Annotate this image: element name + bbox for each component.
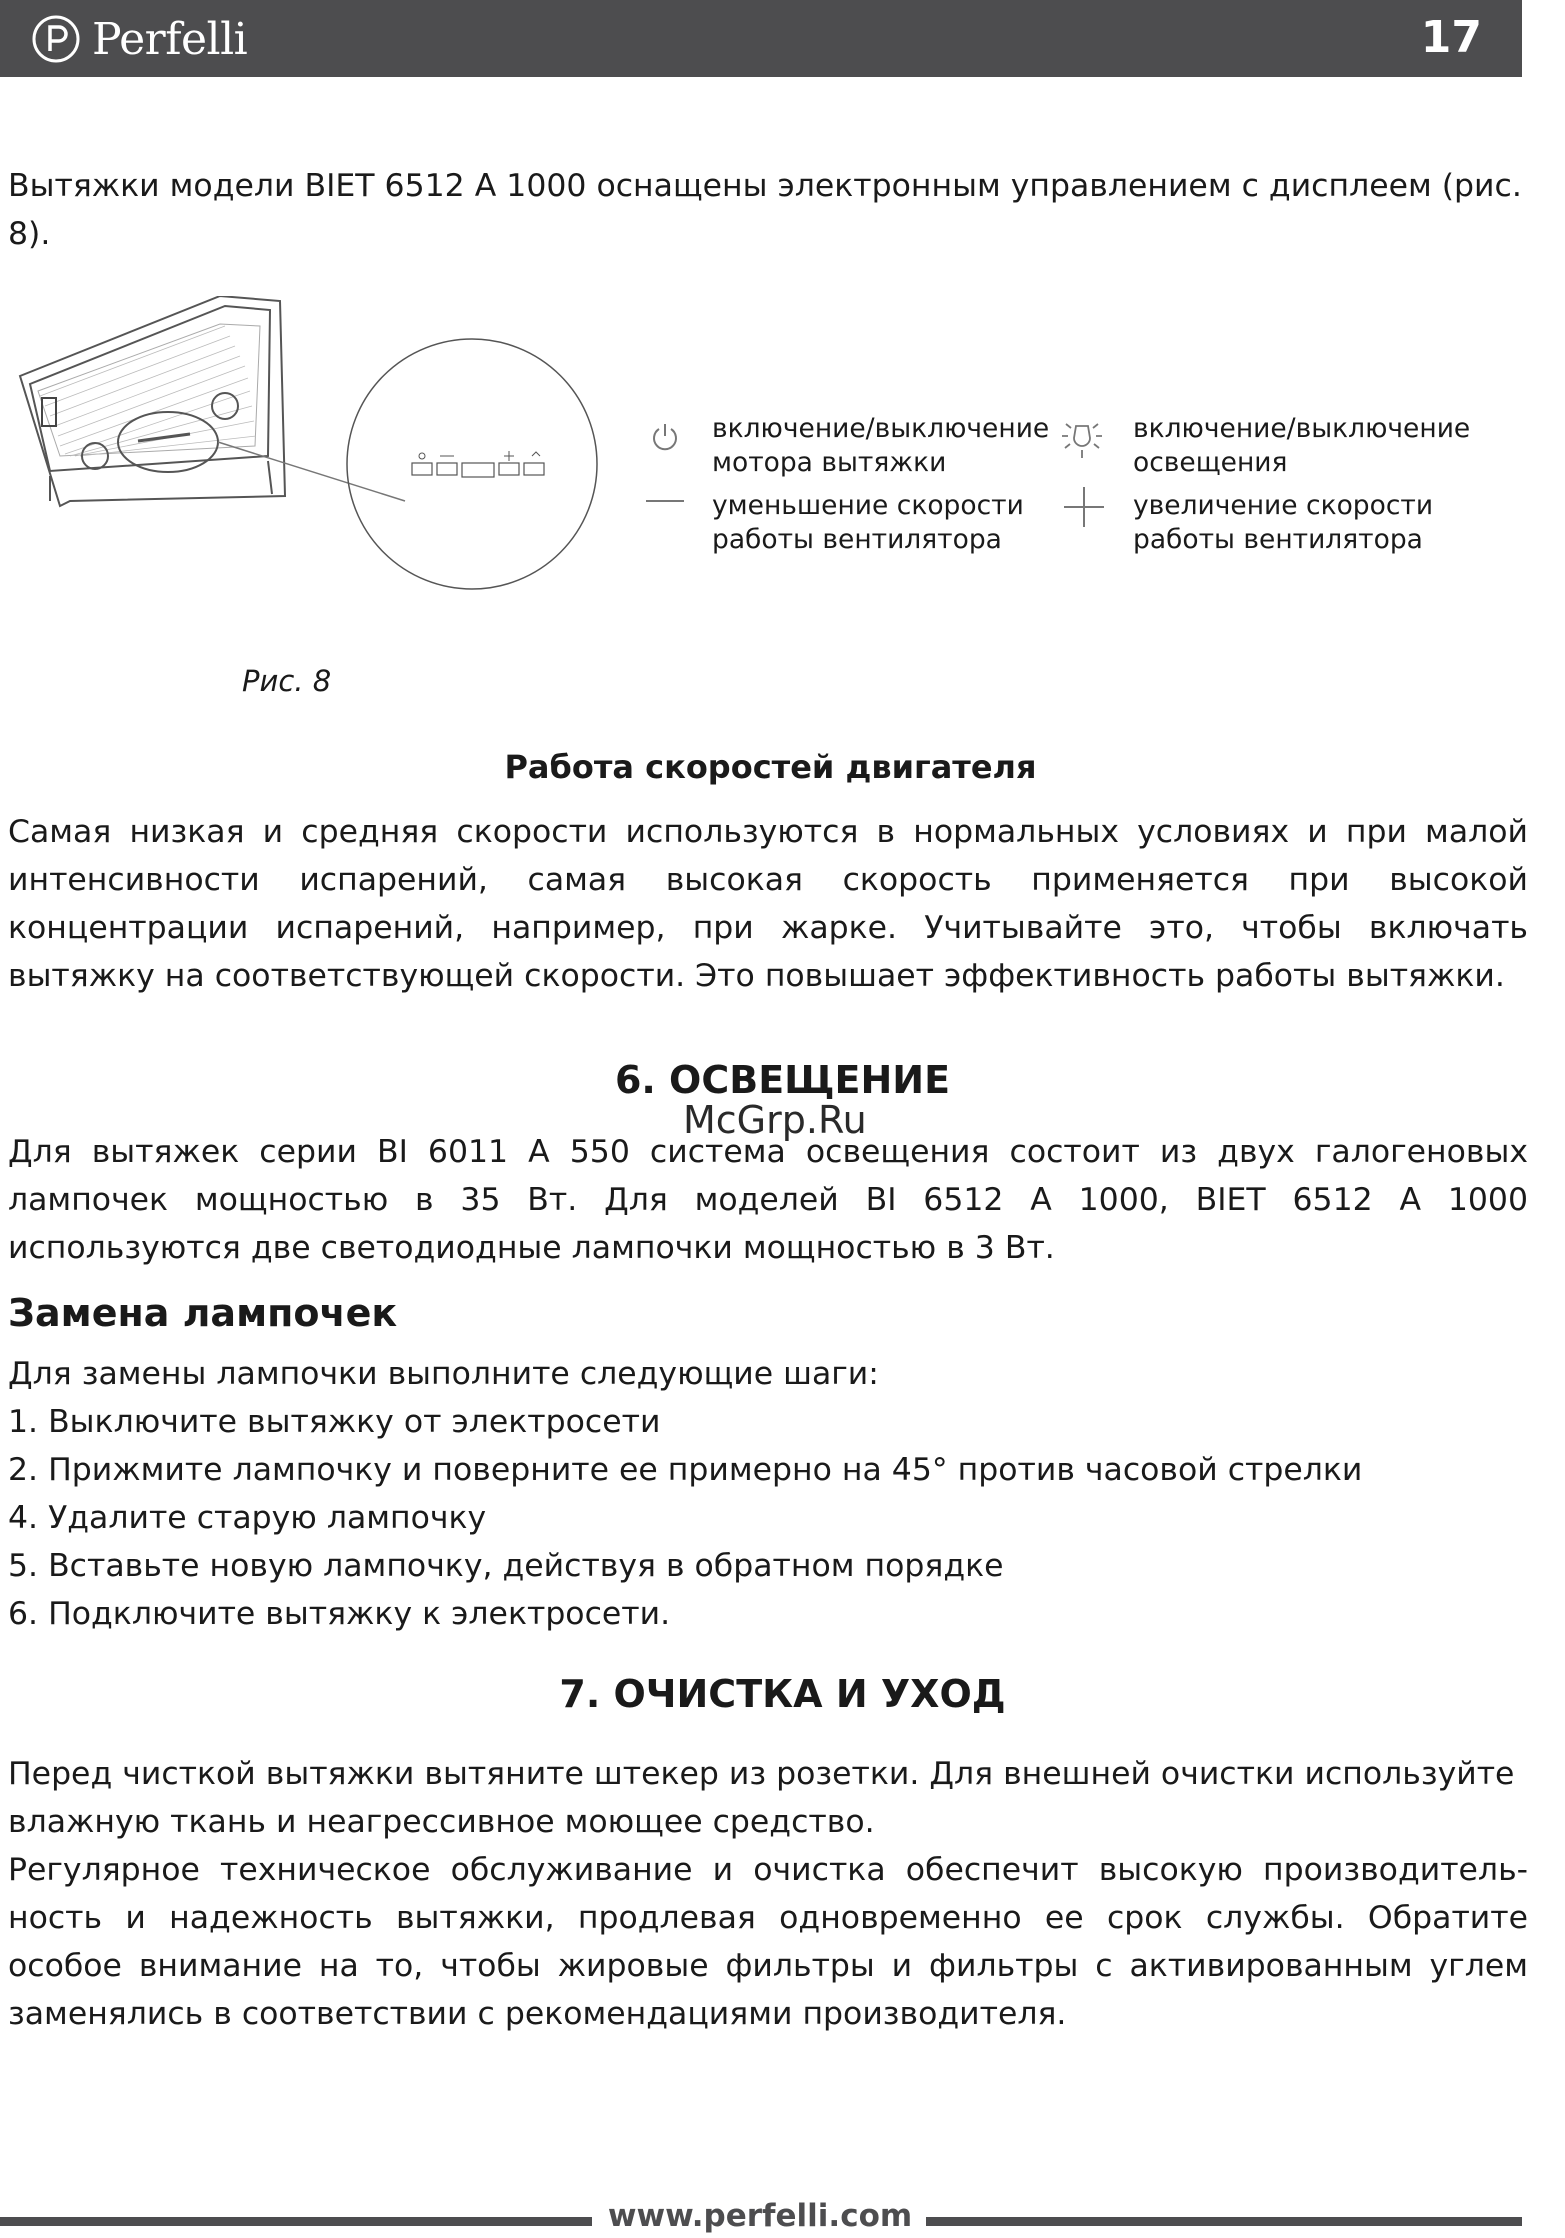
footer-rule-left [0,2217,592,2226]
power-icon [648,420,682,454]
list-item: 6. Подключите вытяжку к электросети. [8,1596,671,1632]
legend-lamp-line1: включение/выключение [1133,413,1471,444]
legend-plus-text [1133,489,1433,557]
figure-caption: Рис. 8 [242,664,332,698]
legend-lamp-line2: освещения [1133,447,1288,478]
page-header [0,0,1522,77]
legend-lamp-text [1133,412,1470,480]
legend-power-line1: включение/выключение [712,413,1050,444]
lighting-section-text: Для вытяжек серии BI 6011 A 550 система освещения состоит из двух галогеновых лампочек мощностью в 35 Вт. Для моделей BI 6512 A 1000, BIET 6512 A 1000 используются две светодиодные лампочки мощностью в 3 Вт. [8,1134,1528,1266]
legend-minus-line1: уменьшение скорости [712,490,1024,521]
legend-power-line2: мотора вытяжки [712,447,947,478]
motor-section-title: Работа скоростей двигателя [504,748,1037,786]
motor-section-text: Самая низкая и средняя скорости используются в нормальных условиях и при малой интенсивности испарений, самая высокая скорость применяется при высокой концентрации испарений, например, при жарке. Учитывайте это, чтобы включать вытяжку на соответствующей скорости. Это повышает эффективность работы вытяжки. [8,814,1528,994]
lamp-icon [1062,418,1102,462]
brand-name: Perfelli [92,13,248,65]
brand-logo [30,12,247,66]
page-number: 17 [1420,12,1482,63]
list-item: 1. Выключите вытяжку от электросети [8,1404,661,1440]
bulb-step-list [8,1398,1528,1638]
cleaning-paragraph-2: Регулярное техническое обслуживание и очистка обеспечит высокую производитель-ность и надежность вытяжки, продлевая одновременно ее срок службы. Обратите особое внимание на то, чтобы жировые фильтры и фильтры с активированным углем заменялись в соответствии с рекомендациями производителя. [8,1852,1528,2032]
control-panel-zoom [347,339,597,589]
cleaning-section-title: 7. ОЧИСТКА И УХОД [559,1672,1006,1716]
legend-minus-text [712,489,1024,557]
legend-plus-line2: работы вентилятора [1133,524,1423,555]
bulb-section-intro: Для замены лампочки выполните следующие шаги: [8,1356,879,1392]
list-item: 4. Удалите старую лампочку [8,1500,487,1536]
footer-url: www.perfelli.com [607,2198,913,2234]
minus-icon [646,496,684,506]
footer-rule-right [926,2217,1522,2226]
lighting-section-title: 6. ОСВЕЩЕНИЕ [614,1058,951,1102]
bulb-section-title: Замена лампочек [8,1291,398,1335]
intro-paragraph: Вытяжки модели BIET 6512 A 1000 оснащены электронным управлением с дисплеем (рис. 8). [8,168,1522,252]
legend-power-text [712,412,1049,480]
legend-plus-line1: увеличение скорости [1133,490,1434,521]
list-item: 5. Вставьте новую лампочку, действуя в обратном порядке [8,1548,1004,1584]
plus-icon [1064,487,1104,527]
list-item: 2. Прижмите лампочку и поверните ее примерно на 45° против часовой стрелки [8,1452,1363,1488]
legend-minus-line2: работы вентилятора [712,524,1002,555]
watermark: McGrp.Ru [683,1098,867,1142]
perfelli-logo-icon [30,13,82,65]
cleaning-paragraph-1: Перед чисткой вытяжки вытяните штекер из розетки. Для внешней очистки используйте влажную ткань и неагрессивное моющее средство. [8,1756,1515,1840]
